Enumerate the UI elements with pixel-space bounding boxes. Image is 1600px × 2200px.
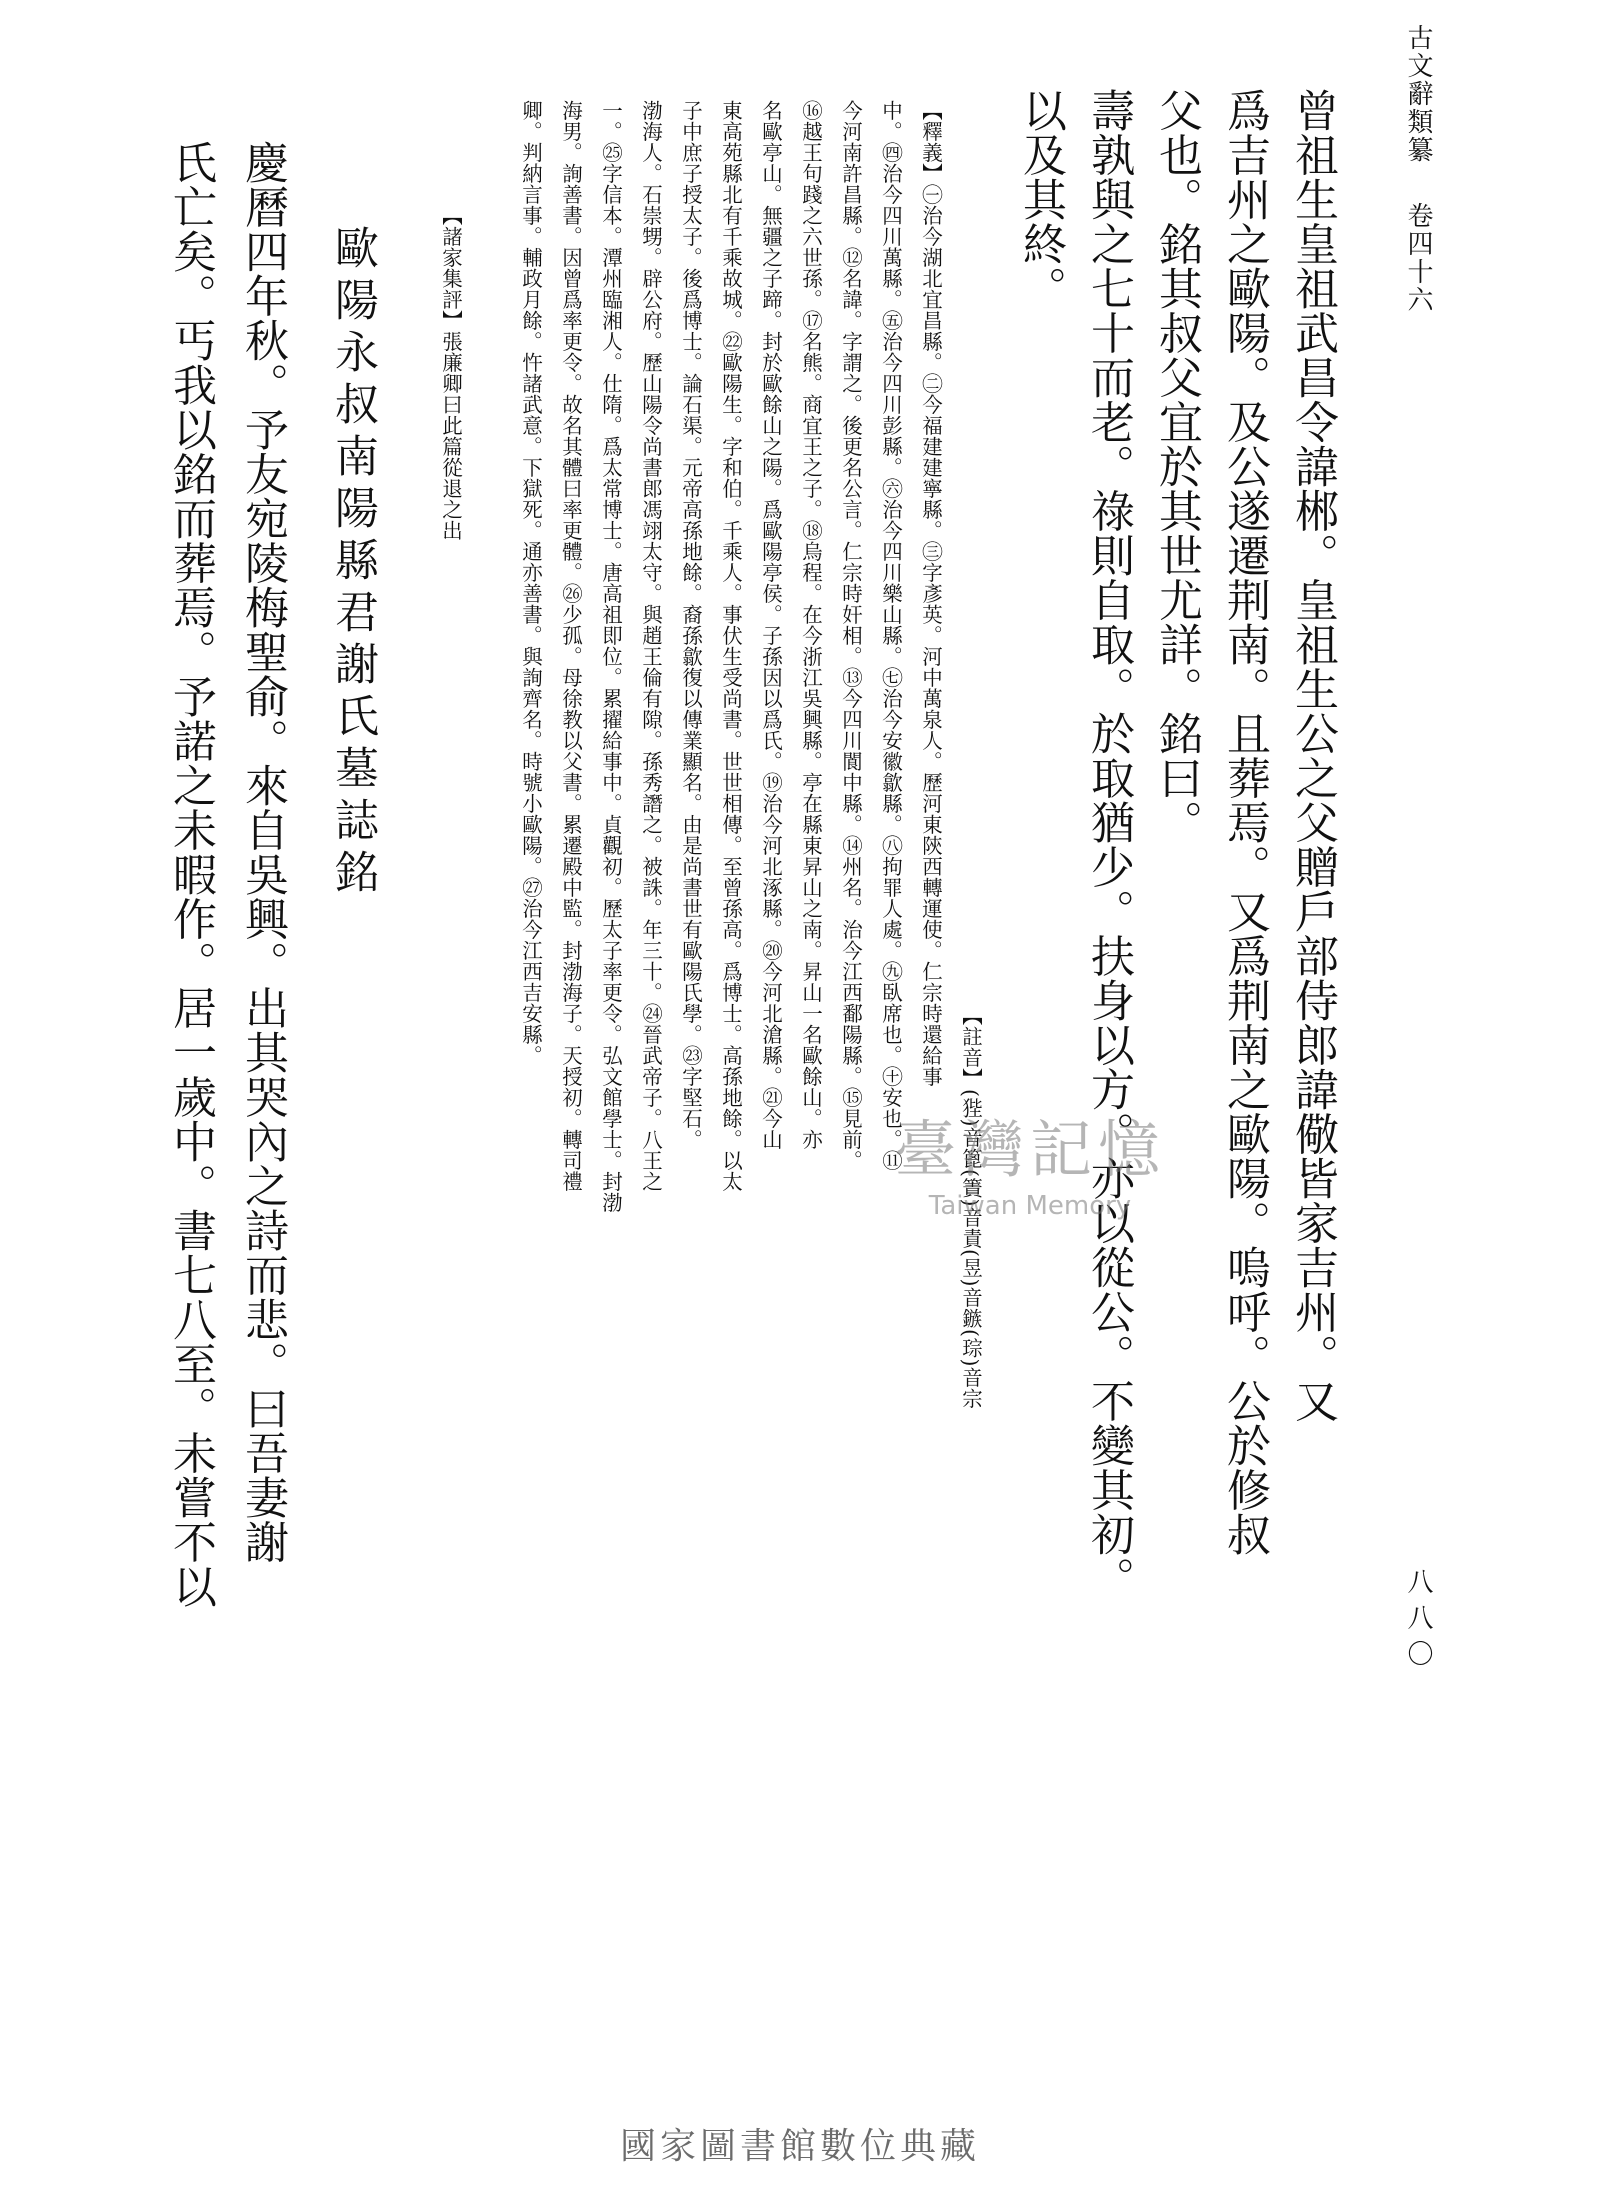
note-collected-commentary: 【諸家集評】張廉卿曰此篇從退之出 — [438, 205, 463, 541]
note-pronunciation: 【註音】(狴)音篦(簀)音責(昱)音鏃(琮)音宗 — [958, 1005, 983, 1409]
volume-label: 卷四十六 — [1403, 202, 1433, 314]
essay-text-column-1: 慶曆四年秋。予友宛陵梅聖俞。來自吳興。出其哭內之詩而悲。曰吾妻謝 — [237, 140, 288, 1564]
watermark-logo — [820, 1100, 1240, 1221]
note-column-8: 子中庶子授太子。後爲博士。論石渠。元帝高孫地餘。裔孫歙復以傳業顯名。由是尚書世有歐陽氏學。㉓字堅石。 — [678, 100, 703, 1150]
main-text-column-5: 以及其終。 — [1015, 88, 1066, 311]
note-column-5: ⑯越王句踐之六世孫。⑰名熊。商宜王之子。⑱烏程。在今浙江吳興縣。亭在縣東昇山之南。昇山一名歐餘山。亦 — [798, 100, 823, 1150]
footer-credit: 國家圖書館數位典藏 — [619, 2126, 980, 2167]
watermark-chinese: 臺灣記憶 — [893, 1113, 1166, 1186]
note-column-7: 東高苑縣北有千乘故城。㉒歐陽生。字和伯。千乘人。事伏生受尚書。世世相傳。至曾孫高。爲博士。高孫地餘。以太 — [718, 100, 743, 1192]
main-text-column-2: 爲吉州之歐陽。及公遂遷荆南。且葬焉。又爲荆南之歐陽。嗚呼。公於修叔 — [1219, 88, 1270, 1557]
main-text-column-1: 曾祖生皇祖武昌令諱郴。皇祖生公之父贈戶部侍郎諱儆皆家吉州。又 — [1287, 88, 1338, 1423]
note-column-9: 渤海人。石崇甥。辟公府。歷山陽令尚書郎馮翊太守。與趙王倫有隙。孫秀譖之。被誅。年三十。㉔晉武帝子。八王之 — [638, 100, 663, 1192]
essay-text-column-2: 氏亡矣。丐我以銘而葬焉。予諾之未暇作。居一歲中。書七八至。未嘗不以 — [165, 140, 216, 1609]
note-column-2: 【釋義】㊀治今湖北宜昌縣。㊁今福建建寧縣。㊂字彥英。河中萬泉人。歷河東陝西轉運使。仁宗時還給事 — [918, 100, 943, 1087]
book-title: 古文辭類纂 — [1403, 24, 1433, 164]
main-text-column-4: 壽孰與之七十而老。祿則自取。於取猶少。扶身以方。亦以從公。不變其初。 — [1083, 88, 1134, 1601]
note-column-12: 卿。判納言事。輔政月餘。忤諸武意。下獄死。通亦善書。與詢齊名。時號小歐陽。㉗治今江西吉安縣。 — [518, 100, 543, 1066]
page-number: 八八〇 — [1403, 1568, 1433, 1676]
main-text-column-3: 父也。銘其叔父宜於其世尤詳。銘曰。 — [1151, 88, 1202, 845]
note-column-10: 一。㉕字信本。潭州臨湘人。仕隋。爲太常博士。唐高祖即位。累擢給事中。貞觀初。歷太子率更令。弘文館學士。封渤 — [598, 100, 623, 1213]
note-column-6: 名歐亭山。無疆之子蹄。封於歐餘山之陽。爲歐陽亭侯。子孫因以爲氏。⑲治今河北涿縣。⑳今河北滄縣。㉑今山 — [758, 100, 783, 1150]
watermark-english: Taiwan Memory — [928, 1191, 1132, 1221]
note-column-4: 今河南許昌縣。⑫名諱。字謂之。後更名公言。仁宗時奸相。⑬今四川閬中縣。⑭州名。治今江西鄱陽縣。⑮見前。 — [838, 100, 863, 1171]
note-column-3: 中。㊃治今四川萬縣。㊄治今四川彭縣。㊅治今四川樂山縣。㊆治今安徽歙縣。㊇拘罪人處。㊈臥席也。㊉安也。⑪ — [878, 100, 903, 1171]
note-column-11: 海男。詢善書。因曾爲率更令。故名其體曰率更體。㉖少孤。母徐教以父書。累遷殿中監。封渤海子。天授初。轉司禮 — [558, 100, 583, 1192]
essay-title: 歐陽永叔南陽縣君謝氏墓誌銘 — [327, 225, 378, 901]
running-header-title — [1405, 24, 1431, 314]
